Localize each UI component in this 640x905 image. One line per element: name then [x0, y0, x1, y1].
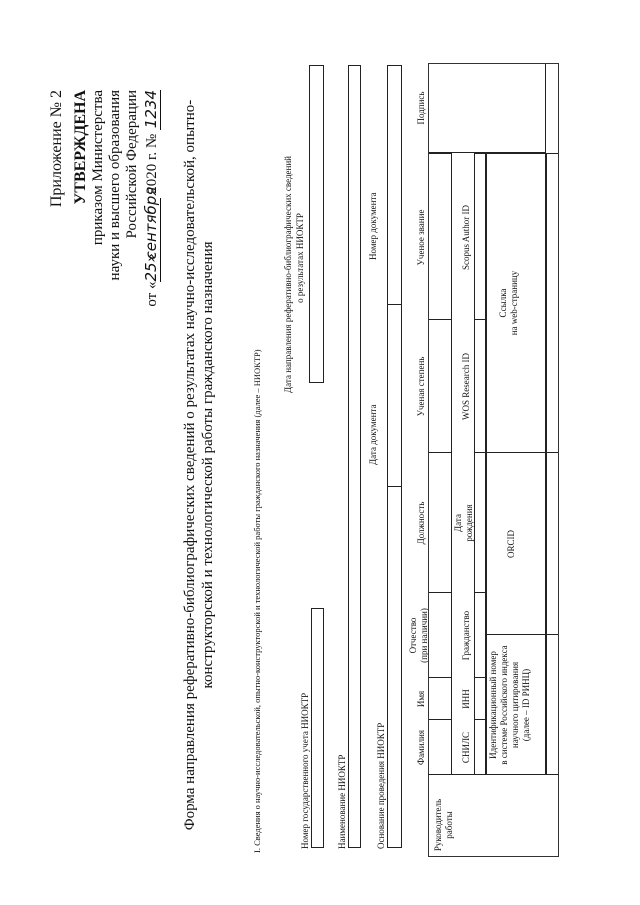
- form-title-line-2: конструкторской и технологической работы гражданского назначения: [200, 241, 216, 689]
- send-date-label-2: о результатах НИОКТР: [295, 213, 305, 303]
- approved-heading: УТВЕРЖДЕНА: [72, 90, 89, 205]
- date-month: сентября: [142, 186, 160, 260]
- date-prefix: от «: [144, 281, 160, 307]
- send-date-label-1: Дата направления реферативно-библиографических сведений: [283, 156, 293, 393]
- col-citizenship: Гражданство: [461, 610, 471, 661]
- col-patronymic: [408, 593, 430, 678]
- col-birthdate-2: рождения: [464, 504, 474, 542]
- basis-divider-2: [387, 304, 402, 305]
- col-patronymic-2: (при наличии): [419, 608, 429, 663]
- approval-date-line: [142, 90, 161, 345]
- col-rinc-4: (далее – ID РИНЦ): [521, 668, 531, 742]
- reg-number-field[interactable]: [311, 608, 324, 848]
- date-day: 25»: [142, 253, 160, 282]
- leader-table-frame: [428, 63, 559, 857]
- col-webpage-1: Ссылка: [498, 288, 508, 318]
- doc-number-label: Номер документа: [368, 192, 378, 260]
- col-surname: Фамилия: [416, 729, 426, 766]
- leader-label-1: Руководитель: [433, 798, 443, 852]
- col-rinc-2: в системе Российского индекса: [499, 645, 509, 765]
- approval-line-1: приказом Министерства: [90, 90, 106, 246]
- approval-line-3: Российской Федерации: [124, 90, 140, 239]
- col-wos: WOS Research ID: [461, 353, 471, 420]
- col-snils: СНИЛС: [461, 731, 471, 764]
- order-number: 1234: [142, 90, 160, 129]
- col-degree: Ученая степень: [416, 356, 426, 417]
- basis-divider-1: [387, 486, 402, 487]
- basis-field[interactable]: [387, 65, 402, 848]
- col-position: Должность: [416, 501, 426, 545]
- col-rinc-3: научного цитирования: [510, 661, 520, 749]
- leader-label-divider: [428, 774, 559, 775]
- send-date-field[interactable]: [309, 65, 324, 383]
- col-title: Ученое звание: [416, 209, 426, 266]
- doc-date-label: Дата документа: [368, 404, 378, 465]
- section-heading: I. Сведения о научно-исследовательской, опытно-конструкторской и технологической работы гражданского назначения (далее – НИОКТР): [252, 349, 262, 853]
- name-field[interactable]: [348, 65, 361, 848]
- col-orcid: ORCID: [506, 530, 516, 559]
- col-scopus: Scopus Author ID: [461, 205, 471, 270]
- approval-line-2: науки и высшего образования: [107, 90, 123, 281]
- appendix-label: Приложение № 2: [48, 90, 65, 208]
- col-patronymic-1: Отчество: [408, 617, 418, 654]
- col-rinc-1: Идентификационный номер: [488, 651, 498, 759]
- col-signature: Подпись: [416, 91, 426, 125]
- leader-label-2: работы: [444, 811, 454, 839]
- reg-number-label: Номер государственного учета НИОКТР: [300, 692, 310, 849]
- col-inn: ИНН: [461, 689, 471, 709]
- col-name: Имя: [416, 690, 426, 708]
- col-webpage-2: на web-страницу: [509, 270, 519, 336]
- basis-label: Основание проведения НИОКТР: [376, 722, 386, 849]
- col-birthdate-1: Дата: [453, 514, 463, 532]
- form-title-line-1: Форма направления реферативно-библиографических сведений о результатах научно-исследовательской, опытно-: [182, 99, 198, 831]
- name-label: Наименование НИОКТР: [337, 754, 347, 849]
- date-year: 2020 г. №: [144, 133, 160, 194]
